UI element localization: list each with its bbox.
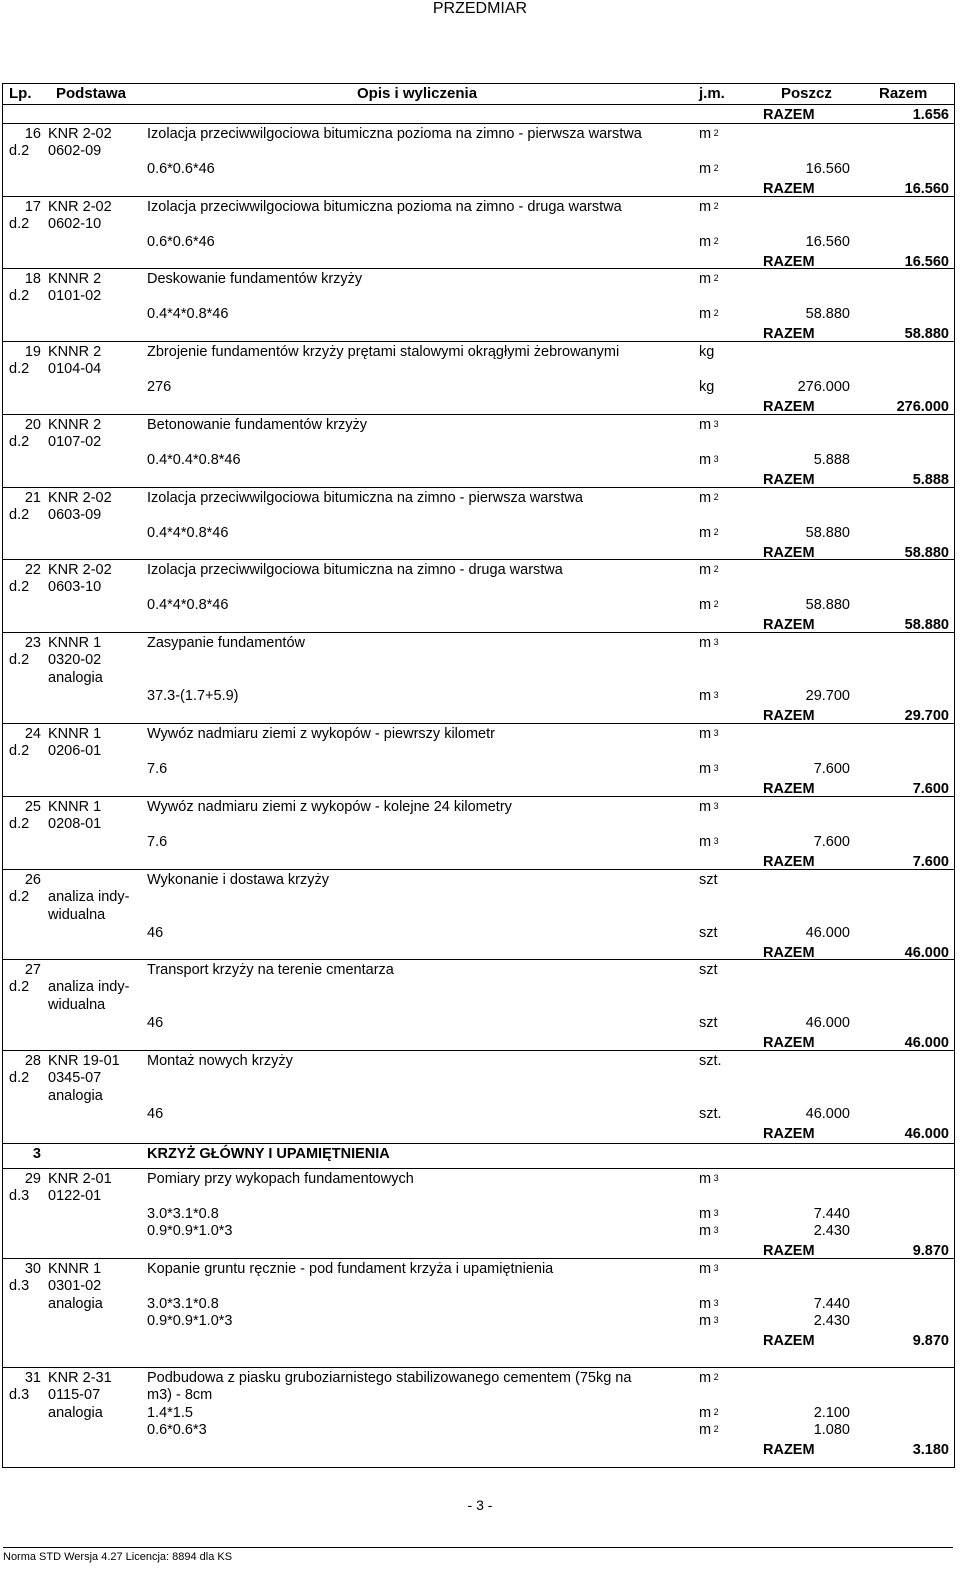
row-dz: d.2 <box>9 1070 30 1086</box>
row-unit: m $^2$ <box>699 126 719 142</box>
row-podstawa-3: widualna <box>48 997 106 1013</box>
calc-unit: m $^2$ <box>699 525 719 541</box>
row-description: Transport krzyży na terenie cmentarza <box>147 962 394 978</box>
row-description: Izolacja przeciwwilgociowa bitumiczna pozioma na zimno - druga warstwa <box>147 199 622 215</box>
calc-value: 29.700 <box>805 688 850 704</box>
row-unit: m $^3$ <box>699 417 719 433</box>
row-podstawa-2: 0602-09 <box>48 143 102 159</box>
razem-label: RAZEM <box>763 1126 815 1142</box>
calc-value: 2.430 <box>813 1223 850 1239</box>
calc-unit: m $^2$ <box>699 597 719 613</box>
row-podstawa-2: 0320-02 <box>48 652 102 668</box>
row-separator <box>3 341 954 342</box>
calc-expression: 0.6*0.6*46 <box>147 234 215 250</box>
razem-label: RAZEM <box>763 181 815 197</box>
row-podstawa-2: 0122-01 <box>48 1188 102 1204</box>
calc-unit: m $^3$ <box>699 452 719 468</box>
row-dz: d.3 <box>9 1188 30 1204</box>
calc-value: 58.880 <box>805 306 850 322</box>
row-dz: d.2 <box>9 652 30 668</box>
row-unit: m $^3$ <box>699 1261 719 1277</box>
row-lp: 31 <box>24 1370 41 1386</box>
calc-unit: szt <box>699 1015 718 1031</box>
row-separator <box>3 414 954 415</box>
razem-value: 46.000 <box>904 1126 949 1142</box>
row-podstawa-2: analiza indy- <box>48 979 130 995</box>
row-podstawa-2: 0345-07 <box>48 1070 102 1086</box>
row-podstawa-1: KNR 2-01 <box>48 1171 112 1187</box>
row-separator <box>3 723 954 724</box>
row-description: Izolacja przeciwwilgociowa bitumiczna na zimno - pierwsza warstwa <box>147 490 583 506</box>
row-separator <box>3 196 954 197</box>
row-separator <box>3 959 954 960</box>
row-lp: 16 <box>24 126 41 142</box>
row-unit: m $^3$ <box>699 635 719 651</box>
row-lp: 21 <box>24 490 41 506</box>
row-podstawa-2: 0208-01 <box>48 816 102 832</box>
row-unit: m $^3$ <box>699 726 719 742</box>
razem-value: 276.000 <box>896 399 949 415</box>
row-unit: szt <box>699 872 718 888</box>
calc-expression: 1.4*1.5 <box>147 1405 193 1421</box>
row-lp: 30 <box>24 1261 41 1277</box>
razem-value: 16.560 <box>904 181 949 197</box>
header-jm: j.m. <box>699 85 725 102</box>
calc-value: 16.560 <box>805 234 850 250</box>
section-title: KRZYŻ GŁÓWNY I UPAMIĘTNIENIA <box>147 1146 390 1162</box>
header-lp: Lp. <box>9 85 32 102</box>
row-podstawa-1: KNR 2-31 <box>48 1370 112 1386</box>
calc-value: 7.440 <box>813 1206 850 1222</box>
razem-label: RAZEM <box>763 1243 815 1259</box>
row-lp: 24 <box>24 726 41 742</box>
calc-expression: 7.6 <box>147 761 168 777</box>
calc-unit: m $^3$ <box>699 834 719 850</box>
row-podstawa-2: 0101-02 <box>48 288 102 304</box>
calc-value: 46.000 <box>805 1106 850 1122</box>
razem-value: 3.180 <box>912 1442 949 1458</box>
row-podstawa-3: analogia <box>48 1088 103 1104</box>
row-separator <box>3 1050 954 1051</box>
section-separator <box>3 1143 954 1144</box>
row-lp: 27 <box>24 962 41 978</box>
razem-value: 9.870 <box>912 1243 949 1259</box>
row-unit: m $^3$ <box>699 799 719 815</box>
calc-expression: 0.4*4*0.8*46 <box>147 306 229 322</box>
top-razem-label: RAZEM <box>763 107 815 123</box>
row-description: Wywóz nadmiaru ziemi z wykopów - piewrszy kilometr <box>147 726 495 742</box>
row-lp: 18 <box>24 271 41 287</box>
row-podstawa-1: KNNR 1 <box>48 726 102 742</box>
page-number: - 3 - <box>467 1497 493 1513</box>
row-description: Wywóz nadmiaru ziemi z wykopów - kolejne 24 kilometry <box>147 799 512 815</box>
calc-value: 7.440 <box>813 1296 850 1312</box>
row-separator <box>3 487 954 488</box>
razem-value: 9.870 <box>912 1333 949 1349</box>
row-podstawa-1: KNNR 1 <box>48 1261 102 1277</box>
section-number: 3 <box>32 1146 41 1162</box>
calc-expression: 0.4*0.4*0.8*46 <box>147 452 241 468</box>
row-separator <box>3 123 954 124</box>
row-description: Zasypanie fundamentów <box>147 635 305 651</box>
row-podstawa-2: 0603-10 <box>48 579 102 595</box>
row-description: Wykonanie i dostawa krzyży <box>147 872 329 888</box>
row-podstawa-3: analogia <box>48 1296 103 1312</box>
row-description: Montaż nowych krzyży <box>147 1053 293 1069</box>
razem-value: 58.880 <box>904 326 949 342</box>
razem-value: 46.000 <box>904 1035 949 1051</box>
razem-label: RAZEM <box>763 854 815 870</box>
razem-value: 58.880 <box>904 545 949 561</box>
calc-expression: 0.9*0.9*1.0*3 <box>147 1223 233 1239</box>
row-unit: m $^2$ <box>699 271 719 287</box>
calc-unit: m $^2$ <box>699 1405 719 1421</box>
razem-label: RAZEM <box>763 399 815 415</box>
calc-unit: m $^2$ <box>699 306 719 322</box>
row-podstawa-3: analogia <box>48 1405 103 1421</box>
row-podstawa-1: KNR 2-02 <box>48 490 112 506</box>
calc-expression: 0.6*0.6*46 <box>147 161 215 177</box>
row-podstawa-3: widualna <box>48 907 106 923</box>
document-title: PRZEDMIAR <box>432 0 528 17</box>
row-podstawa-1: KNNR 2 <box>48 344 102 360</box>
row-dz: d.2 <box>9 816 30 832</box>
calc-unit: szt <box>699 925 718 941</box>
row-podstawa-2: 0115-07 <box>48 1387 101 1403</box>
calc-expression: 0.6*0.6*3 <box>147 1422 207 1438</box>
razem-value: 5.888 <box>912 472 949 488</box>
row-lp: 23 <box>24 635 41 651</box>
row-unit: m $^2$ <box>699 1370 719 1386</box>
row-separator <box>3 1258 954 1259</box>
calc-value: 7.600 <box>813 834 850 850</box>
row-unit: m $^2$ <box>699 199 719 215</box>
row-lp: 19 <box>24 344 41 360</box>
calc-expression: 3.0*3.1*0.8 <box>147 1296 219 1312</box>
calc-expression: 0.4*4*0.8*46 <box>147 597 229 613</box>
row-podstawa-1: KNNR 1 <box>48 635 102 651</box>
row-dz: d.2 <box>9 288 30 304</box>
razem-label: RAZEM <box>763 472 815 488</box>
row-separator <box>3 1367 954 1368</box>
calc-unit: m $^3$ <box>699 688 719 704</box>
row-podstawa-1: KNNR 1 <box>48 799 102 815</box>
software-footer: Norma STD Wersja 4.27 Licencja: 8894 dla KS <box>3 1551 233 1563</box>
calc-value: 16.560 <box>805 161 850 177</box>
calc-value: 46.000 <box>805 925 850 941</box>
header-opis: Opis i wyliczenia <box>357 85 478 102</box>
row-description: Deskowanie fundamentów krzyży <box>147 271 363 287</box>
row-unit: kg <box>699 344 715 360</box>
row-description: Izolacja przeciwwilgociowa bitumiczna pozioma na zimno - pierwsza warstwa <box>147 126 642 142</box>
row-dz: d.2 <box>9 216 30 232</box>
calc-unit: m $^2$ <box>699 161 719 177</box>
row-unit: m $^2$ <box>699 490 719 506</box>
row-lp: 28 <box>24 1053 41 1069</box>
calc-expression: 7.6 <box>147 834 168 850</box>
calc-unit: m $^3$ <box>699 1206 719 1222</box>
calc-value: 58.880 <box>805 525 850 541</box>
row-separator <box>3 869 954 870</box>
row-podstawa-1: KNR 2-02 <box>48 126 112 142</box>
row-lp: 29 <box>24 1171 41 1187</box>
razem-label: RAZEM <box>763 254 815 270</box>
calc-expression: 37.3-(1.7+5.9) <box>147 688 239 704</box>
razem-value: 46.000 <box>904 945 949 961</box>
calc-expression: 3.0*3.1*0.8 <box>147 1206 219 1222</box>
calc-expression: 276 <box>147 379 172 395</box>
calc-value: 5.888 <box>813 452 850 468</box>
row-dz: d.2 <box>9 143 30 159</box>
calc-unit: m $^3$ <box>699 1223 719 1239</box>
calc-unit: m $^3$ <box>699 761 719 777</box>
row-description: Izolacja przeciwwilgociowa bitumiczna na zimno - druga warstwa <box>147 562 563 578</box>
row-unit: m $^3$ <box>699 1171 719 1187</box>
calc-expression: 46 <box>147 1015 164 1031</box>
calc-value: 46.000 <box>805 1015 850 1031</box>
calc-expression: 0.4*4*0.8*46 <box>147 525 229 541</box>
row-lp: 20 <box>24 417 41 433</box>
calc-unit: m $^2$ <box>699 1422 719 1438</box>
row-separator <box>3 796 954 797</box>
row-podstawa-2: analiza indy- <box>48 889 130 905</box>
calc-value: 276.000 <box>797 379 850 395</box>
razem-value: 7.600 <box>912 781 949 797</box>
row-unit: szt. <box>699 1053 722 1069</box>
razem-value: 58.880 <box>904 617 949 633</box>
razem-value: 7.600 <box>912 854 949 870</box>
row-lp: 17 <box>24 199 41 215</box>
calc-expression: 0.9*0.9*1.0*3 <box>147 1313 233 1329</box>
razem-value: 16.560 <box>904 254 949 270</box>
row-podstawa-2: 0104-04 <box>48 361 102 377</box>
row-podstawa-1: KNNR 2 <box>48 417 102 433</box>
row-dz: d.3 <box>9 1387 30 1403</box>
calc-expression: 46 <box>147 925 164 941</box>
row-dz: d.2 <box>9 979 30 995</box>
row-dz: d.2 <box>9 434 30 450</box>
row-description: Kopanie gruntu ręcznie - pod fundament krzyża i upamiętnienia <box>147 1261 554 1277</box>
row-separator <box>3 268 954 269</box>
row-separator <box>3 1168 954 1169</box>
footer-divider <box>3 1547 953 1548</box>
row-dz: d.3 <box>9 1278 30 1294</box>
row-description-cont: m3) - 8cm <box>147 1387 213 1403</box>
bill-of-quantities-table <box>2 83 955 1468</box>
row-description: Betonowanie fundamentów krzyży <box>147 417 368 433</box>
row-podstawa-1: KNR 2-02 <box>48 199 112 215</box>
header-podstawa: Podstawa <box>56 85 127 102</box>
calc-unit: m $^3$ <box>699 1313 719 1329</box>
calc-value: 2.430 <box>813 1313 850 1329</box>
razem-label: RAZEM <box>763 326 815 342</box>
razem-label: RAZEM <box>763 545 815 561</box>
razem-label: RAZEM <box>763 1035 815 1051</box>
razem-label: RAZEM <box>763 1333 815 1349</box>
calc-unit: m $^3$ <box>699 1296 719 1312</box>
calc-value: 58.880 <box>805 597 850 613</box>
row-podstawa-1: KNR 19-01 <box>48 1053 120 1069</box>
row-dz: d.2 <box>9 743 30 759</box>
row-podstawa-1: KNR 2-02 <box>48 562 112 578</box>
row-lp: 22 <box>24 562 41 578</box>
row-lp: 25 <box>24 799 41 815</box>
calc-unit: kg <box>699 379 715 395</box>
row-podstawa-2: 0301-02 <box>48 1278 102 1294</box>
row-dz: d.2 <box>9 361 30 377</box>
row-podstawa-2: 0603-09 <box>48 507 102 523</box>
row-separator <box>3 559 954 560</box>
row-dz: d.2 <box>9 507 30 523</box>
row-description: Podbudowa z piasku gruboziarnistego stabilizowanego cementem (75kg na <box>147 1370 632 1386</box>
calc-value: 1.080 <box>813 1422 850 1438</box>
calc-unit: m $^2$ <box>699 234 719 250</box>
top-razem-value: 1.656 <box>912 107 949 123</box>
row-separator <box>3 632 954 633</box>
row-description: Zbrojenie fundamentów krzyży prętami stalowymi okrągłymi żebrowanymi <box>147 344 620 360</box>
calc-expression: 46 <box>147 1106 164 1122</box>
calc-value: 7.600 <box>813 761 850 777</box>
razem-label: RAZEM <box>763 945 815 961</box>
razem-label: RAZEM <box>763 781 815 797</box>
header-poszcz: Poszcz <box>781 85 832 102</box>
row-dz: d.2 <box>9 889 30 905</box>
razem-value: 29.700 <box>904 708 949 724</box>
row-unit: szt <box>699 962 718 978</box>
row-unit: m $^2$ <box>699 562 719 578</box>
calc-unit: szt. <box>699 1106 722 1122</box>
row-description: Pomiary przy wykopach fundamentowych <box>147 1171 414 1187</box>
row-podstawa-3: analogia <box>48 670 103 686</box>
row-lp: 26 <box>24 872 41 888</box>
row-dz: d.2 <box>9 579 30 595</box>
table-header <box>3 84 954 105</box>
header-razem: Razem <box>879 85 928 102</box>
razem-label: RAZEM <box>763 617 815 633</box>
row-podstawa-2: 0602-10 <box>48 216 102 232</box>
razem-label: RAZEM <box>763 708 815 724</box>
row-podstawa-2: 0206-01 <box>48 743 102 759</box>
row-podstawa-1: KNNR 2 <box>48 271 102 287</box>
calc-value: 2.100 <box>813 1405 850 1421</box>
razem-label: RAZEM <box>763 1442 815 1458</box>
row-podstawa-2: 0107-02 <box>48 434 102 450</box>
